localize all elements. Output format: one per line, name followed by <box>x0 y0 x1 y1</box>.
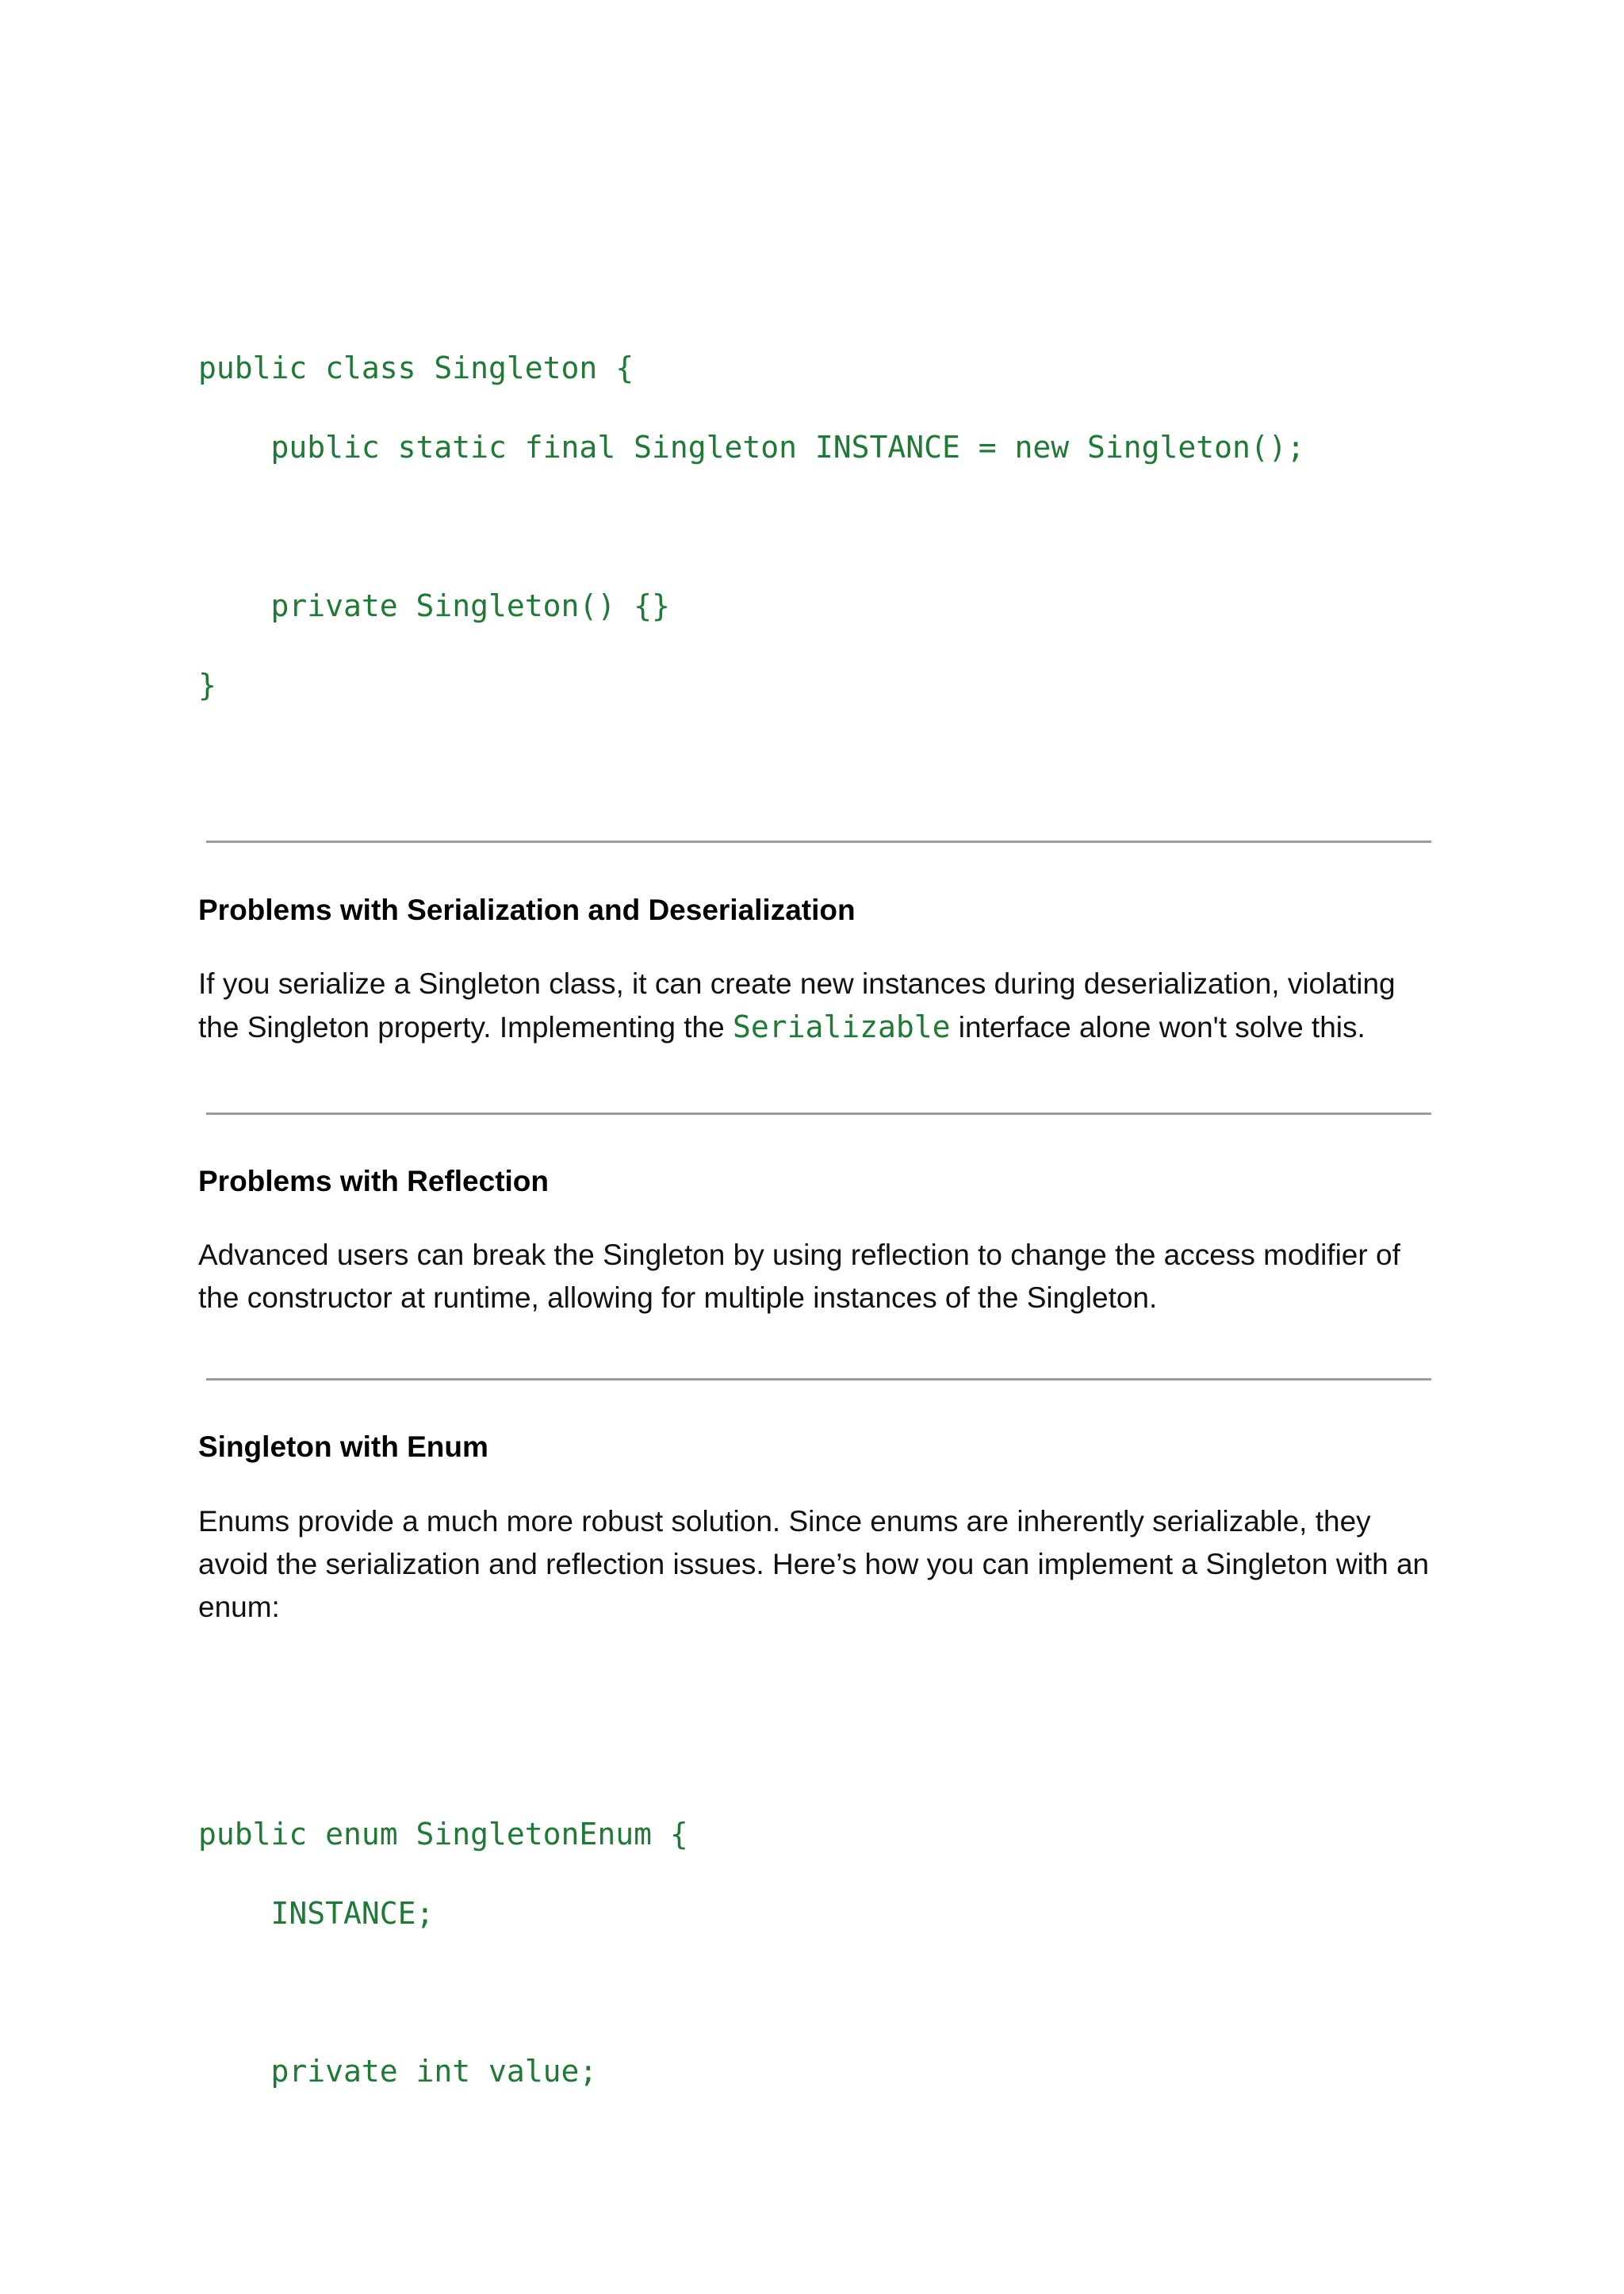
section-heading-serialization: Problems with Serialization and Deserialization <box>198 894 856 926</box>
code-line: public enum SingletonEnum { <box>198 1817 688 1852</box>
section-heading-enum: Singleton with Enum <box>198 1430 488 1463</box>
inline-code-serializable: Serializable <box>732 1009 951 1044</box>
paragraph-serialization <box>198 963 1435 1049</box>
code-line: private Singleton() {} <box>198 588 670 623</box>
paragraph-enum: Enums provide a much more robust solution. Since enums are inherently serializable, they avoid the serialization and reflection issues. Here’s how you can implement a Singleton with an enum: <box>198 1505 1430 1623</box>
code-line: } <box>198 668 216 703</box>
paragraph-text: interface alone won't solve this. <box>950 1011 1365 1044</box>
section-divider <box>206 1113 1431 1115</box>
section-divider <box>206 841 1431 843</box>
paragraph-text: If you serialize a Singleton class, it can create new instances during deserialization, violating the Singleton property. Implementing the <box>198 967 1396 1044</box>
paragraph-reflection: Advanced users can break the Singleton by using reflection to change the access modifier of the constructor at runtime, allowing for multiple instances of the Singleton. <box>198 1239 1400 1314</box>
code-line: INSTANCE; <box>198 1896 435 1931</box>
code-line: public class Singleton { <box>198 350 634 385</box>
section-divider <box>206 1378 1431 1381</box>
section-heading-reflection: Problems with Reflection <box>198 1165 550 1197</box>
code-line: private int value; <box>198 2054 598 2089</box>
code-line: public static final Singleton INSTANCE = new Singleton(); <box>198 430 1305 465</box>
